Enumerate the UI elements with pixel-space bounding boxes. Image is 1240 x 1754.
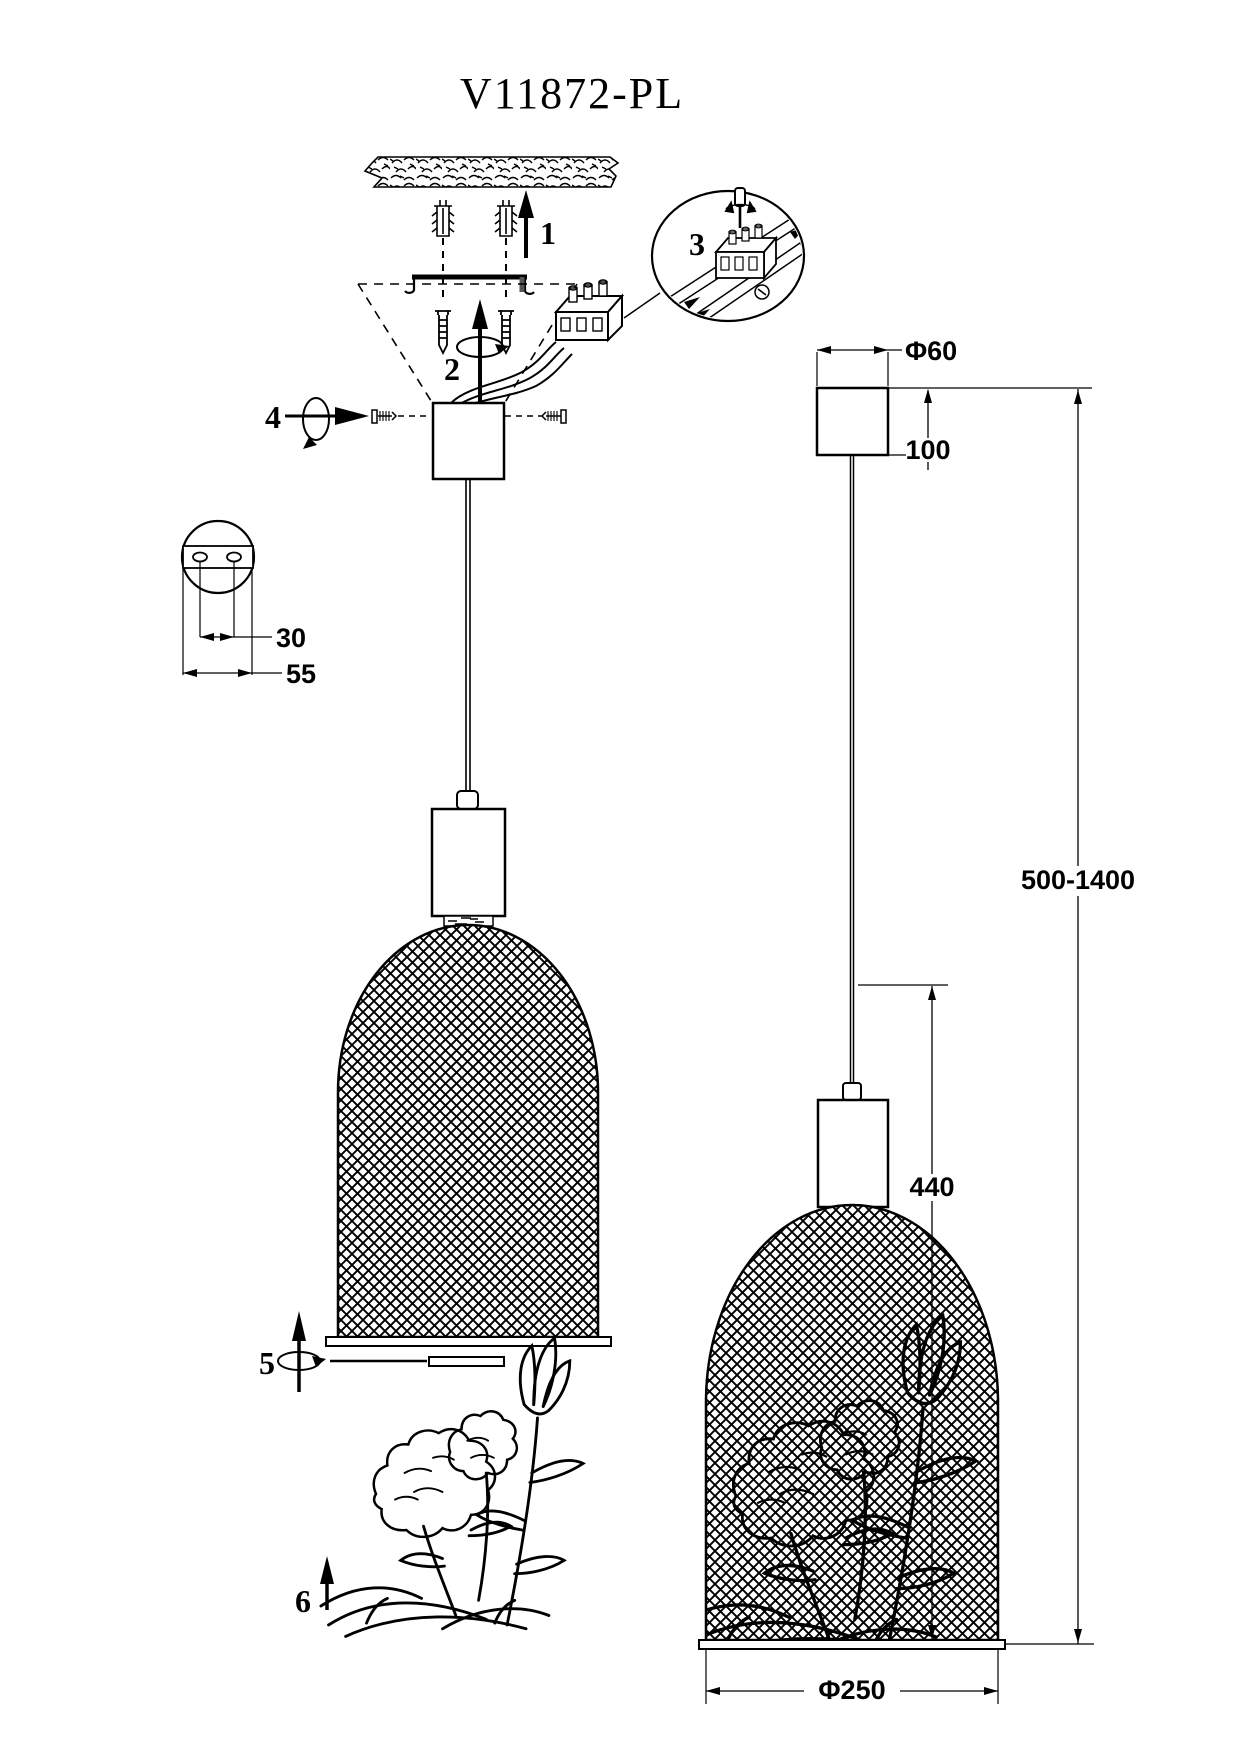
lamp-holder [432, 809, 505, 916]
bottom-plate [429, 1357, 504, 1366]
page-title: V11872-PL [459, 69, 685, 118]
canopy-diameter-value: Φ60 [905, 336, 958, 366]
terminal-block-magnified [716, 224, 776, 278]
wall-anchor [495, 200, 517, 236]
canopy-height-value: 100 [905, 435, 951, 465]
suspension-cord [466, 479, 470, 791]
step-5-label: 5 [259, 1345, 275, 1381]
suspension-range-value: 500-1400 [1020, 865, 1136, 895]
shade-bottom-rim [326, 1337, 611, 1346]
canopy-dimensioned [817, 388, 888, 455]
dimension-shade-diameter [706, 1650, 998, 1705]
side-screw [542, 410, 566, 423]
cord-grip-dimensioned [843, 1083, 861, 1100]
terminal-block [556, 280, 622, 340]
plate-hole-spacing-value: 30 [276, 623, 307, 653]
mounting-cone-dashes [358, 284, 577, 404]
dimension-canopy-height [905, 389, 950, 470]
step-5-arrow [278, 1311, 326, 1392]
step-1-label: 1 [540, 215, 556, 251]
step-6-label: 6 [295, 1583, 311, 1619]
dimension-canopy-diameter [817, 336, 957, 386]
step-2-label: 2 [444, 351, 460, 387]
mounting-bracket [405, 277, 534, 294]
mounting-plate-detail [182, 521, 254, 593]
step-3-label: 3 [689, 226, 705, 262]
shade-height-value: 440 [909, 1172, 955, 1202]
mounting-screw [435, 311, 451, 353]
flower-decoration [321, 1338, 583, 1636]
step-4-label: 4 [265, 399, 281, 435]
side-screw [372, 410, 396, 423]
detail-callout-ellipse [652, 188, 823, 336]
canopy [433, 403, 504, 479]
step-4-arrow [285, 398, 369, 449]
shade-diameter-value: Φ250 [818, 1675, 886, 1705]
callout-connector [624, 293, 660, 318]
mesh-shade-dimensioned [672, 1205, 1005, 1661]
dimension-plate-hole-spacing [200, 562, 306, 653]
cord-grip [457, 791, 478, 809]
shade-bottom-rim-dimensioned [699, 1640, 1005, 1649]
supply-wires [452, 342, 572, 405]
lamp-holder-dimensioned [818, 1100, 888, 1207]
suspension-cord-dimensioned [851, 455, 854, 1083]
mesh-shade [338, 925, 598, 1337]
wall-anchor [432, 200, 454, 236]
step-6-arrow [320, 1556, 334, 1610]
step-1-arrow [518, 190, 534, 258]
alignment-dashes [443, 238, 506, 302]
ceiling-surface [365, 157, 618, 187]
terminal-screw-icon [755, 285, 769, 299]
dimension-suspension-range [1004, 389, 1144, 1644]
plate-width-value: 55 [286, 659, 317, 689]
